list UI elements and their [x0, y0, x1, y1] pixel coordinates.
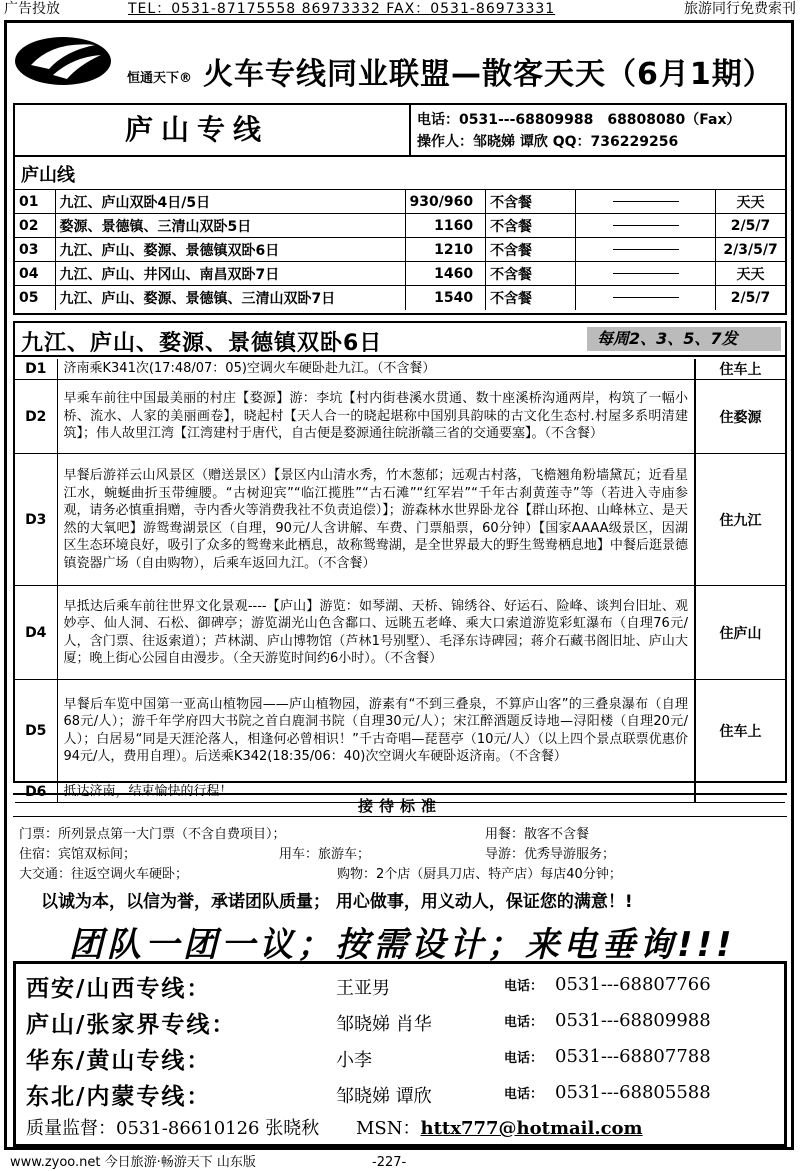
- top-ad-bar: [0, 0, 800, 18]
- route-meal: 不含餐: [486, 214, 576, 238]
- route-row: [15, 262, 785, 286]
- route-no: 01: [15, 190, 55, 214]
- route-name: 九江、庐山、婺源、景德镇双卧6日: [55, 238, 405, 262]
- day-label: D3: [15, 454, 57, 586]
- dash-line: [613, 201, 679, 202]
- route-name: 九江、庐山双卧4日/5日: [55, 190, 405, 214]
- route-row: [15, 286, 785, 310]
- msn-label: MSN：: [356, 1118, 421, 1139]
- free-copy-note: 旅游同行免费索刊: [684, 1, 796, 17]
- route-name: 九江、庐山、婺源、景德镇、三清山双卧7日: [55, 286, 405, 310]
- route-no: 05: [15, 286, 55, 310]
- page-title: 火车专线同业联盟—散客天天（6月1期）: [203, 57, 774, 92]
- route-price: 930/960: [405, 190, 486, 214]
- route-row: [15, 214, 785, 238]
- itinerary-row: [15, 359, 785, 380]
- dash-line: [613, 225, 679, 226]
- dash-line: [613, 273, 679, 274]
- dash-line: [613, 297, 679, 298]
- itinerary-title: 九江、庐山、婺源、景德镇双卧6日: [21, 331, 383, 356]
- slogan-promise: 以诚为本，以信为誉，承诺团队质量； 用心做事，用义动人，保证您的满意！!: [41, 892, 633, 912]
- route-dash: [576, 238, 716, 262]
- contact-phone-label: 电话：: [504, 979, 544, 994]
- contact-phone-label: 电话：: [504, 1015, 544, 1030]
- day-stay: 住九江: [695, 454, 785, 586]
- contact-person: 小李: [336, 1050, 372, 1071]
- route-no: 02: [15, 214, 55, 238]
- route-days: 2/3/5/7: [716, 238, 785, 262]
- route-price: 1160: [405, 214, 486, 238]
- std-car: 用车：旅游车；: [279, 847, 371, 862]
- footer-site: www.zyoo.net 今日旅游·畅游天下 山东版: [10, 1155, 256, 1170]
- itinerary-table: [15, 359, 785, 803]
- day-stay: 住婺源: [695, 380, 785, 454]
- std-guide: 导游：优秀导游服务；: [485, 847, 616, 862]
- route-days: 天天: [716, 262, 785, 286]
- itinerary-row: [15, 680, 785, 782]
- dash-line: [613, 249, 679, 250]
- day-description: 早餐后游祥云山风景区（赠送景区）【景区内山清水秀，竹木葱郁；远观古村落，飞檐翘角粉墙黛瓦；近看星江水，蜿蜒曲折玉带缠腰。“古树迎宾”“临江揽胜”“古石滩”“红军岩”“千年古刹黄莲寺”等（若进入寺庙参观，请务必慎重捐赠，寺内香火等消费我社不负责追偿）】；游森林水世界卧龙谷【群山环抱、山峰林立、是天然的大氧吧】游鸳鸯湖景区（自理，90元/人含讲解、车费、门票船票，60分钟）【国家AAAA级景区，因湖区生态环境良好，吸引了众多的鸳鸯来此栖息，故称鸳鸯湖，是全世界最大的野生鸳鸯栖息地】中餐后逛景德镇瓷器广场（自由购物），后乘车返回九江。（不含餐）: [57, 454, 695, 586]
- day-label: D6: [15, 782, 57, 803]
- contact-phone-label: 电话：: [504, 1051, 544, 1066]
- route-meal: 不含餐: [486, 286, 576, 310]
- route-name: 九江、庐山、井冈山、南昌双卧7日: [55, 262, 405, 286]
- itinerary-header: [15, 323, 785, 357]
- contact-line-name: 西安/山西专线：: [26, 976, 212, 1002]
- route-row: [15, 190, 785, 214]
- route-dash: [576, 214, 716, 238]
- contact-phone-label: 电话：: [504, 1087, 544, 1102]
- route-contact-info: [417, 109, 740, 153]
- day-label: D1: [15, 359, 57, 380]
- day-description: 早餐后车览中国第一亚高山植物园——庐山植物园，游素有“不到三叠泉，不算庐山客”的三叠泉瀑布（自理68元/人）；游千年学府四大书院之首白鹿洞书院（自理30元/人）；宋江醉酒题反诗地—浔阳楼（自理20元/人）；白居易“同是天涯沦落人，相逢何必曾相识！”千古奇唱—琵琶亭（10元/人）（以上四个景点联票优惠价94元/人，费用自理）。后送乘K342(18:35/06：40)次空调火车硬卧返济南。（不含餐）: [57, 680, 695, 782]
- ad-label: 广告投放: [4, 1, 60, 17]
- day-stay: 住车上: [695, 680, 785, 782]
- route-row: [15, 238, 785, 262]
- route-price: 1210: [405, 238, 486, 262]
- flyer-frame: [4, 20, 794, 1150]
- day-description: 早抵达后乘车前往世界文化景观----【庐山】游览：如琴湖、天桥、锦绣谷、好运石、险峰、谈判台旧址、观妙亭、仙人洞、石松、御碑亭；游览湖光山色含鄱口、远眺五老峰、乘大口索道游览彩虹瀑布（自理76元/人，含门票、往返索道）；芦林湖、庐山博物馆（芦林1号别墅）、毛泽东诗碑园；蒋介石藏书阁旧址、庐山大厦；晚上街心公园自由漫步。（全天游览时间约6小时）。（不含餐）: [57, 586, 695, 680]
- route-dash: [576, 286, 716, 310]
- route-meal: 不含餐: [486, 238, 576, 262]
- contact-phone-number: 0531---68807766: [555, 974, 711, 995]
- route-no: 04: [15, 262, 55, 286]
- route-section: [13, 103, 787, 315]
- route-dash: [576, 262, 716, 286]
- contact-box: [13, 961, 787, 1147]
- route-dash: [576, 190, 716, 214]
- std-shopping: 购物：2个店（厨具刀店、特产店）每店40分钟；: [337, 867, 622, 882]
- day-label: D4: [15, 586, 57, 680]
- day-description: 抵达济南，结束愉快的行程！: [57, 782, 695, 803]
- std-lodging: 住宿：宾馆双标间；: [19, 847, 137, 862]
- contact-line-name: 东北/内蒙专线：: [26, 1084, 212, 1110]
- contact-person: 王亚男: [336, 978, 390, 999]
- route-name: 婺源、景德镇、三清山双卧5日: [55, 214, 405, 238]
- contact-phone-number: 0531---68807788: [555, 1046, 711, 1067]
- route-section-title: 庐山专线: [15, 105, 411, 155]
- std-transport: 大交通：往返空调火车硬卧；: [19, 867, 189, 882]
- std-ticket: 门票：所列景点第一大门票（不含自费项目）；: [19, 827, 286, 842]
- header: [7, 23, 791, 101]
- msn-contact: [356, 1114, 643, 1140]
- quality-supervision: 质量监督：0531-86610126 张晓秋: [26, 1118, 320, 1139]
- route-no: 03: [15, 238, 55, 262]
- route-price: 1460: [405, 262, 486, 286]
- contact-phone: [504, 1082, 711, 1103]
- contact-phone: [504, 1010, 711, 1031]
- itinerary-section: [13, 321, 787, 800]
- day-stay: 住庐山: [695, 586, 785, 680]
- day-label: D5: [15, 680, 57, 782]
- contact-line-name: 华东/黄山专线：: [26, 1048, 212, 1074]
- contact-person: 邹晓娣 谭欣: [336, 1086, 432, 1107]
- route-meal: 不含餐: [486, 262, 576, 286]
- day-label: D2: [15, 380, 57, 454]
- day-description: 济南乘K341次(17:48/07：05)空调火车硬卧赴九江。（不含餐）: [57, 359, 695, 380]
- ad-contact: TEL：0531-87175558 86973332 FAX：0531-86973331: [128, 1, 556, 17]
- day-description: 早乘车前往中国最美丽的村庄【婺源】游：李坑【村内街巷溪水贯通、数十座溪桥沟通两岸，构筑了一幅小桥、流水、人家的美丽画卷】，晓起村【天人合一的晓起堪称中国别具韵味的古文化生态村.村屋多系明清建筑】；伟人故里江湾【江湾建村于唐代，自古便是婺源通往皖浙赣三省的交通要塞】。（不含餐）: [57, 380, 695, 454]
- route-days: 2/5/7: [716, 286, 785, 310]
- route-operators: 操作人：邹晓娣 谭欣 QQ：736229256: [417, 134, 679, 150]
- line-name: 庐山线: [21, 165, 75, 186]
- itinerary-row: [15, 454, 785, 586]
- contact-person: 邹晓娣 肖华: [336, 1014, 432, 1035]
- route-meal: 不含餐: [486, 190, 576, 214]
- brand-name: 恒通天下®: [127, 71, 193, 86]
- routes-table: [15, 189, 785, 310]
- contact-phone-number: 0531---68805588: [555, 1082, 711, 1103]
- page-number: -227-: [372, 1155, 407, 1170]
- contact-phone: [504, 1046, 711, 1067]
- company-logo-icon: [13, 35, 113, 87]
- slogan-custom: 团队一团一议；按需设计；来电垂询!!!: [69, 925, 736, 965]
- contact-phone: [504, 974, 711, 995]
- route-section-header: [15, 105, 785, 157]
- route-days: 天天: [716, 190, 785, 214]
- route-days: 2/5/7: [716, 214, 785, 238]
- itinerary-row: [15, 380, 785, 454]
- itinerary-frequency: 每周2、3、5、7发: [587, 327, 781, 351]
- msn-address[interactable]: httx777@hotmail.com: [420, 1118, 643, 1139]
- standards-title: 接待标准: [13, 793, 787, 817]
- route-price: 1540: [405, 286, 486, 310]
- footer: [0, 1154, 800, 1171]
- contact-line-name: 庐山/张家界专线：: [26, 1012, 237, 1038]
- std-meal: 用餐：散客不含餐: [485, 827, 590, 842]
- contact-phone-number: 0531---68809988: [555, 1010, 711, 1031]
- itinerary-row: [15, 586, 785, 680]
- route-phone: 电话：0531---68809988 68808080（Fax）: [417, 112, 741, 128]
- day-stay: 住车上: [695, 359, 785, 380]
